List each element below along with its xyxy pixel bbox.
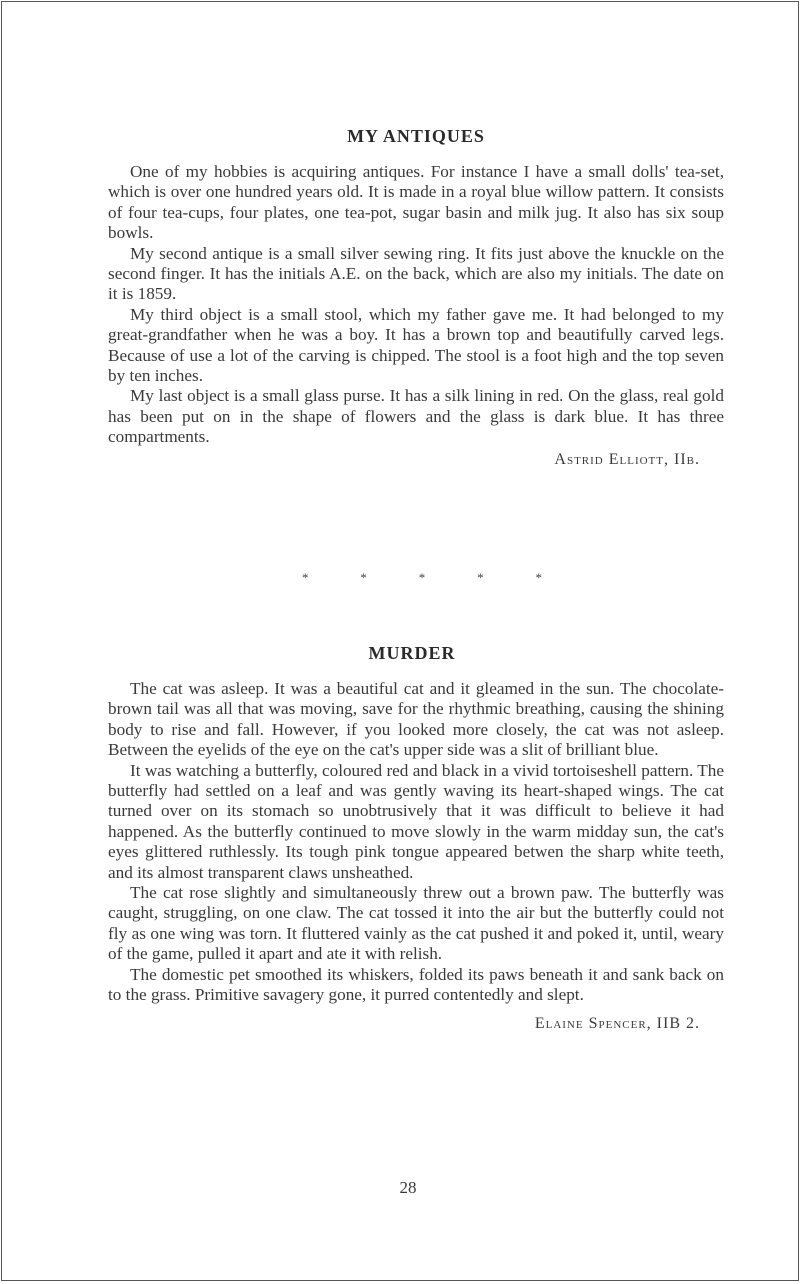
article-title-my-antiques: MY ANTIQUES xyxy=(347,126,485,146)
separator-asterisk: * xyxy=(418,570,426,585)
article-paragraph: The cat rose slightly and simultaneously threw out a brown paw. The butterfly was caught, struggling, on one claw. The cat tossed it into the air but the butterfly could not fly as one wing was torn. It fluttered vainly as the cat pushed it and poked it, until, weary of the game, pulled it apart and ate it with relish. xyxy=(108,883,724,964)
separator-asterisk: * xyxy=(535,570,542,585)
article-paragraph: One of my hobbies is acquiring antiques. For instance I have a small dolls' tea-set, which is over one hundred years old. It is made in a royal blue willow pattern. It consists of four tea-cups, four plates, one tea-pot, sugar basin and milk jug. It also has six soup bowls. xyxy=(108,162,724,243)
separator-asterisk: * xyxy=(360,570,367,585)
article-murder xyxy=(108,679,724,1034)
article-paragraph: My third object is a small stool, which my father gave me. It had belonged to my great-grandfather when he was a boy. It has a brown top and beautifully carved legs. Because of use a lot of the carving is chipped. The stool is a foot high and the top seven by ten inches. xyxy=(108,304,724,386)
author-byline: Astrid Elliott, IIb. xyxy=(554,450,700,468)
author-byline: Elaine Spencer, IIB 2. xyxy=(534,1014,700,1032)
section-separator xyxy=(302,570,542,586)
document-page xyxy=(1,1,799,1281)
article-my-antiques xyxy=(108,162,724,470)
article-paragraph: The domestic pet smoothed its whiskers, folded its paws beneath it and sank back on to the grass. Primitive savagery gone, it purred contentedly and slept. xyxy=(108,964,724,1005)
article-title-murder: MURDER xyxy=(368,643,456,663)
article-paragraph: My second antique is a small silver sewing ring. It fits just above the knuckle on the second finger. It has the initials A.E. on the back, which are also my initials. The date on it is 1859. xyxy=(108,243,724,304)
article-paragraph: The cat was asleep. It was a beautiful cat and it gleamed in the sun. The chocolate-brown tail was all that was moving, save for the rhythmic breathing, causing the shining body to rise and fall. However, if you looked more closely, the cat was not asleep. Between the eyelids of the eye on the cat's upper side was a slit of brilliant blue. xyxy=(108,679,724,760)
separator-asterisk: * xyxy=(302,570,309,585)
article-paragraph: My last object is a small glass purse. It has a silk lining in red. On the glass, real gold has been put on in the shape of flowers and the glass is dark blue. It has three compartments. xyxy=(108,386,724,447)
article-paragraph: It was watching a butterfly, coloured red and black in a vivid tortoiseshell pattern. The butterfly had settled on a leaf and was gently waving its heart-shaped wings. The cat turned over on its stomach so unobtrusively that it was difficult to believe it had happened. As the butterfly continued to move slowly in the warm midday sun, the cat's eyes glittered ruthlessly. Its tough pink tongue appeared betwen the sharp white teeth, and its almost transparent claws unsheathed. xyxy=(108,760,724,882)
separator-asterisk: * xyxy=(477,570,484,585)
page-number: 28 xyxy=(399,1178,417,1197)
